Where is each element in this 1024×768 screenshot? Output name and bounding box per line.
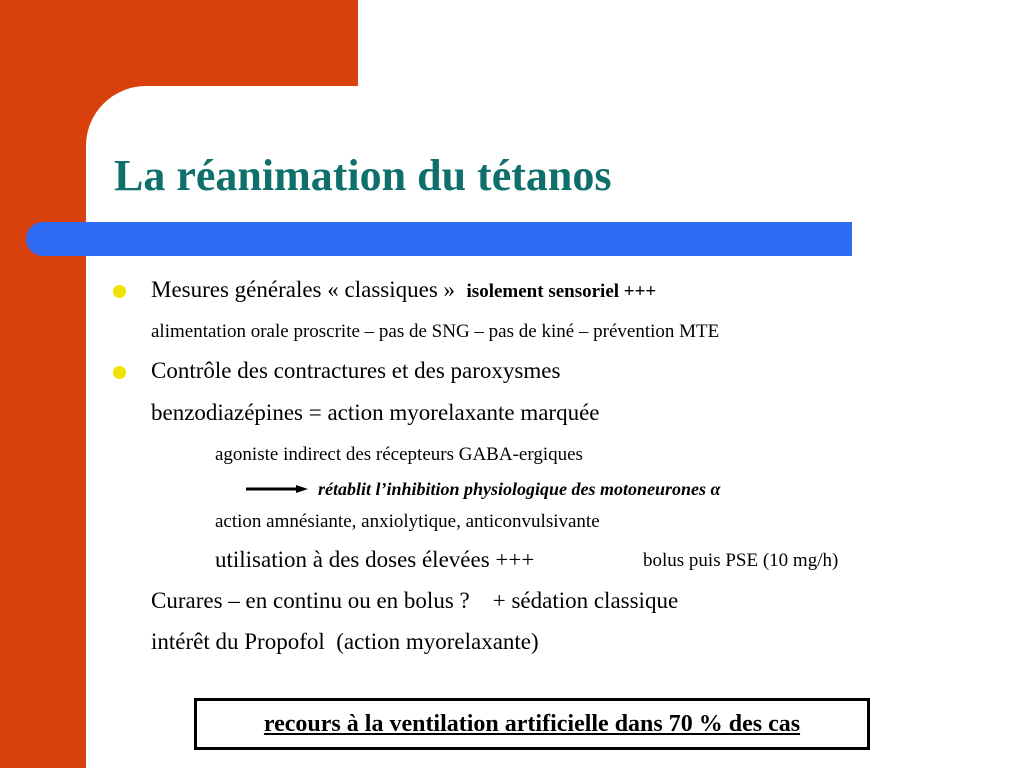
agoniste-line: agoniste indirect des récepteurs GABA-ergiques (215, 444, 583, 465)
right-arrow-icon (246, 484, 308, 494)
curares-line: Curares – en continu ou en bolus ? + sédation classique (151, 588, 679, 613)
bullet-2-main: Contrôle des contractures et des paroxysmes (151, 358, 561, 383)
amnesiante-line: action amnésiante, anxiolytique, anticonvulsivante (215, 511, 600, 532)
bullet-1-emphasis: isolement sensoriel +++ (466, 281, 657, 302)
bullet-1-subline: alimentation orale proscrite – pas de SNG – pas de kiné – prévention MTE (151, 321, 720, 342)
top-accent-block (86, 0, 358, 86)
left-accent-bar (0, 0, 86, 768)
title-underline-bar (26, 222, 852, 256)
callout-box (194, 698, 870, 750)
doses-line: utilisation à des doses élevées +++ (215, 547, 535, 572)
bolus-line: bolus puis PSE (10 mg/h) (643, 550, 839, 571)
benzodiazepines-line: benzodiazépines = action myorelaxante marquée (151, 400, 600, 425)
retablit-line: rétablit l’inhibition physiologique des motoneurones α (318, 479, 721, 499)
bullet-1-text (151, 278, 656, 301)
bullet-1-main: Mesures générales « classiques » (151, 277, 456, 302)
callout-text: recours à la ventilation artificielle dans 70 % des cas (263, 710, 801, 737)
propofol-line: intérêt du Propofol (action myorelaxante) (151, 629, 539, 654)
slide-title: La réanimation du tétanos (114, 151, 612, 200)
bullet-dot-icon (113, 285, 126, 298)
bullet-dot-icon (113, 366, 126, 379)
